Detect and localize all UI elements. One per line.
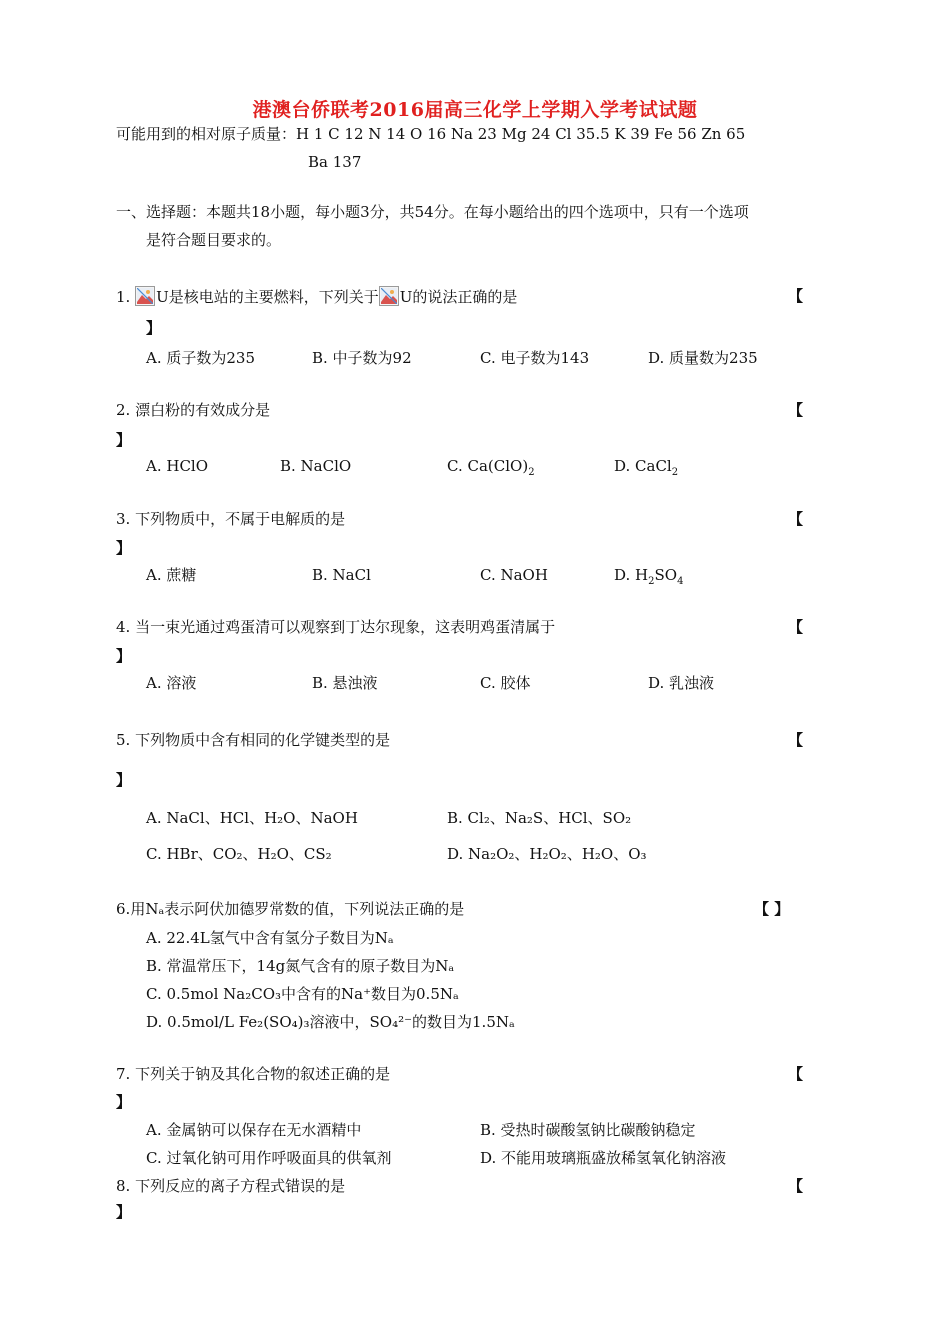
answer-bracket-open: 【 — [788, 618, 804, 636]
question-5-stem — [116, 730, 390, 750]
q7-option-a: A. 金属钠可以保存在无水酒精中 — [146, 1121, 362, 1139]
answer-bracket-open: 【 — [788, 731, 804, 749]
answer-bracket-close: 】 — [116, 1093, 132, 1111]
q5-option-b: B. Cl₂、Na₂S、HCl、SO₂ — [447, 809, 632, 827]
q4-option-a: A. 溶液 — [146, 674, 197, 692]
question-7-number: 7. — [116, 1065, 131, 1083]
q3-option-b: B. NaCl — [312, 566, 371, 584]
question-8-text: 下列反应的离子方程式错误的是 — [135, 1177, 346, 1195]
question-4-text: 当一束光通过鸡蛋清可以观察到丁达尔现象，这表明鸡蛋清属于 — [135, 618, 556, 636]
question-8-number: 8. — [116, 1177, 131, 1195]
q6-option-b: B. 常温常压下，14g氮气含有的原子数目为Nₐ — [146, 957, 455, 975]
q6-option-d: D. 0.5mol/L Fe₂(SO₄)₃溶液中，SO₄²⁻的数目为1.5Nₐ — [146, 1013, 515, 1031]
q5-option-c: C. HBr、CO₂、H₂O、CS₂ — [146, 845, 332, 863]
q7-option-d: D. 不能用玻璃瓶盛放稀氢氧化钠溶液 — [480, 1149, 727, 1167]
question-1-text-part-2: U的说法正确的是 — [399, 288, 518, 306]
q1-option-b: B. 中子数为92 — [312, 349, 412, 367]
q1-option-a: A. 质子数为235 — [146, 349, 255, 367]
q3-option-d: D. $H_2SO_4$ — [614, 566, 684, 587]
answer-bracket-close: 】 — [116, 647, 132, 665]
broken-image-icon — [135, 286, 155, 306]
question-1-stem — [116, 286, 517, 307]
q2-option-d: D. CaCl$_2$ — [614, 457, 679, 478]
question-3-stem — [116, 509, 345, 529]
page-title: 港澳台侨联考2016届高三化学上学期入学考试试题 — [252, 99, 698, 121]
q4-option-c: C. 胶体 — [480, 674, 531, 692]
answer-bracket-open: 【 — [788, 287, 804, 305]
question-5-number: 5. — [116, 731, 131, 749]
question-2-number: 2. — [116, 401, 131, 419]
q4-option-d: D. 乳浊液 — [648, 674, 715, 692]
answer-bracket-open: 【 — [788, 510, 804, 528]
question-6-stem — [116, 899, 464, 919]
question-3-number: 3. — [116, 510, 131, 528]
q6-option-c: C. 0.5mol Na₂CO₃中含有的Na⁺数目为0.5Nₐ — [146, 985, 459, 1003]
atomic-mass-line-2: Ba 137 — [308, 153, 362, 171]
question-7-text: 下列关于钠及其化合物的叙述正确的是 — [135, 1065, 391, 1083]
question-1-text-part-1: U是核电站的主要燃料，下列关于 — [156, 288, 379, 306]
broken-image-icon — [379, 286, 399, 306]
question-3-text: 下列物质中，不属于电解质的是 — [135, 510, 346, 528]
answer-bracket-close: 】 — [116, 771, 132, 789]
question-5-text: 下列物质中含有相同的化学键类型的是 — [135, 731, 391, 749]
question-4-number: 4. — [116, 618, 131, 636]
question-1-number: 1. — [116, 288, 131, 306]
answer-bracket-close: 】 — [116, 539, 132, 557]
question-2-stem — [116, 400, 270, 420]
q7-option-c: C. 过氧化钠可用作呼吸面具的供氧剂 — [146, 1149, 392, 1167]
answer-bracket-close: 】 — [116, 1203, 132, 1221]
section-heading-line-1: 一、选择题：本题共18小题，每小题3分，共54分。在每小题给出的四个选项中，只有一个选项 — [116, 203, 749, 221]
q6-option-a: A. 22.4L氢气中含有氢分子数目为Nₐ — [146, 929, 394, 947]
answer-bracket-open: 【 — [788, 1065, 804, 1083]
question-2-text: 漂白粉的有效成分是 — [135, 401, 271, 419]
answer-bracket-open: 【 — [788, 401, 804, 419]
q1-option-c: C. 电子数为143 — [480, 349, 590, 367]
question-4-stem — [116, 617, 555, 637]
q3-option-a: A. 蔗糖 — [146, 566, 197, 584]
q2-option-a: A. HClO — [146, 457, 209, 475]
question-6-text: 用Nₐ表示阿伏加德罗常数的值，下列说法正确的是 — [130, 900, 465, 918]
q1-option-d: D. 质量数为235 — [648, 349, 758, 367]
answer-bracket: 【 】 — [754, 900, 790, 918]
q5-option-a: A. NaCl、HCl、H₂O、NaOH — [146, 809, 358, 827]
atomic-mass-line-1: 可能用到的相对原子质量：H 1 C 12 N 14 O 16 Na 23 Mg 24 Cl 35.5 K 39 Fe 56 Zn 65 — [116, 125, 746, 143]
q4-option-b: B. 悬浊液 — [312, 674, 378, 692]
q5-option-d: D. Na₂O₂、H₂O₂、H₂O、O₃ — [447, 845, 647, 863]
q7-option-b: B. 受热时碳酸氢钠比碳酸钠稳定 — [480, 1121, 696, 1139]
q2-option-c: C. $Ca(ClO)_2$ — [447, 457, 535, 478]
answer-bracket-close: 】 — [116, 431, 132, 449]
question-8-stem — [116, 1176, 345, 1196]
answer-bracket-close: 】 — [146, 319, 162, 337]
question-6-number: 6. — [116, 900, 131, 918]
q2-option-b: B. NaClO — [280, 457, 352, 475]
section-heading-line-2: 是符合题目要求的。 — [146, 231, 282, 249]
q3-option-c: C. NaOH — [480, 566, 548, 584]
question-7-stem — [116, 1064, 390, 1084]
answer-bracket-open: 【 — [788, 1177, 804, 1195]
